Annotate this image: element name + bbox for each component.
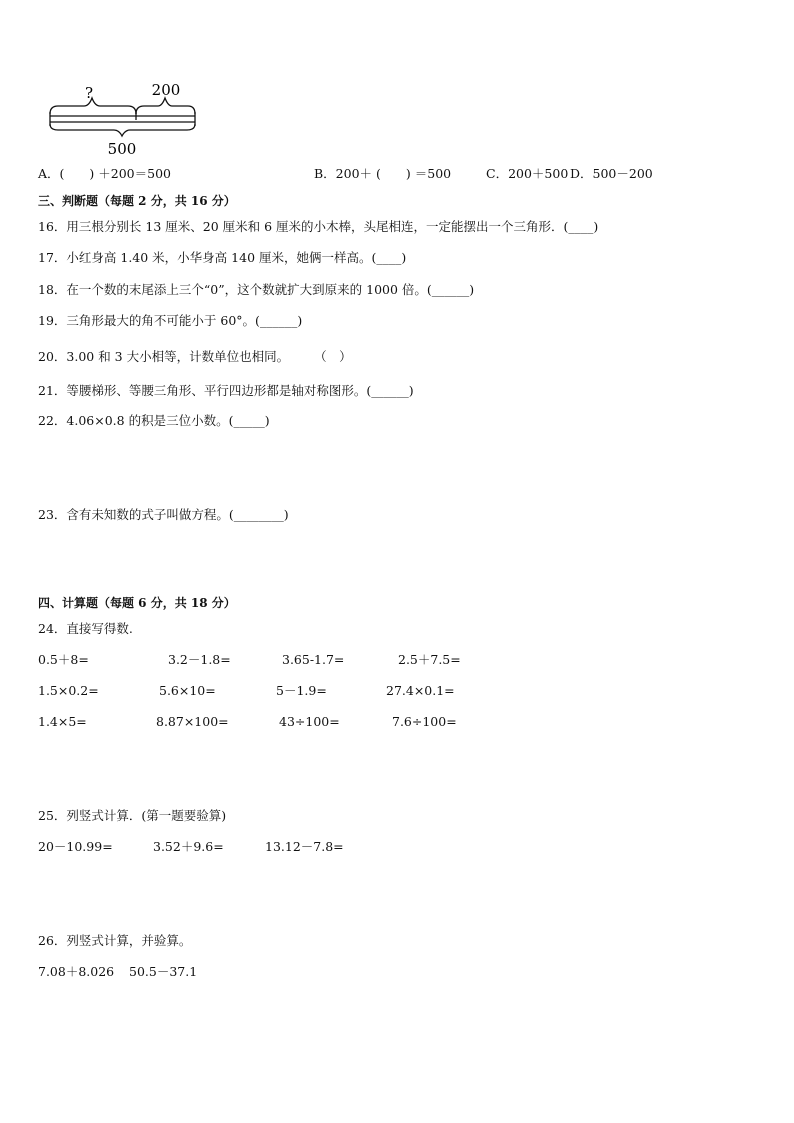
calc-cell: 2.5＋7.5= — [398, 652, 461, 667]
vertical-calc-item: 50.5－37.1 — [129, 964, 198, 979]
option-a: A．( ) ＋200＝500 — [38, 166, 171, 181]
calc-cell: 0.5＋8= — [38, 652, 89, 667]
calc-cell: 5－1.9= — [276, 683, 327, 698]
option-b: B．200＋ ( ) ＝500 — [314, 166, 452, 181]
bottom-brace — [50, 124, 195, 136]
section-4-heading: 四、计算题（每题 6 分，共 18 分） — [38, 596, 236, 610]
question-18: 18．在一个数的末尾添上三个“0”，这个数就扩大到原来的 1000 倍。(______) — [38, 282, 475, 297]
diagram-top-value: 200 — [151, 81, 181, 99]
calc-cell: 8.87×100= — [156, 714, 229, 729]
vertical-calc-item: 20－10.99= — [38, 839, 113, 854]
top-brace-right — [136, 98, 195, 114]
option-d: D．500－200 — [570, 166, 653, 181]
diagram-question-mark: ? — [84, 84, 94, 102]
vertical-calc-item: 13.12－7.8= — [265, 839, 344, 854]
calc-cell: 27.4×0.1= — [386, 683, 455, 698]
question-22: 22．4.06×0.8 的积是三位小数。(_____) — [38, 413, 270, 428]
calc-cell: 5.6×10= — [159, 683, 216, 698]
question-19: 19．三角形最大的角不可能小于 60°。(______) — [38, 313, 303, 328]
calc-cell: 1.4×5= — [38, 714, 87, 729]
option-c: C．200＋500 — [486, 166, 569, 181]
section-3-heading: 三、判断题（每题 2 分，共 16 分） — [38, 194, 236, 208]
calc-cell: 3.65-1.7= — [282, 652, 345, 667]
calc-cell: 1.5×0.2= — [38, 683, 99, 698]
vertical-calc-item: 3.52＋9.6= — [153, 839, 224, 854]
calc-cell: 43÷100= — [279, 714, 340, 729]
calc-cell: 3.2－1.8= — [168, 652, 231, 667]
calc-cell: 7.6÷100= — [392, 714, 457, 729]
question-17: 17．小红身高 1.40 米，小华身高 140 厘米，她俩一样高。(____) — [38, 250, 407, 265]
top-brace-left — [50, 98, 136, 114]
vertical-calc-item: 7.08＋8.026 — [38, 964, 115, 979]
question-26-title: 26．列竖式计算，并验算。 — [38, 933, 192, 948]
question-25-title: 25．列竖式计算．(第一题要验算) — [38, 808, 227, 823]
question-20: 20．3.00 和 3 大小相等，计数单位也相同。 （ ） — [38, 349, 352, 364]
question-16: 16．用三根分别长 13 厘米、20 厘米和 6 厘米的小木棒，头尾相连，一定能摆出一个三角形．(____) — [38, 219, 599, 234]
question-21: 21．等腰梯形、等腰三角形、平行四边形都是轴对称图形。(______) — [38, 383, 414, 398]
diagram-bottom-value: 500 — [107, 140, 137, 158]
segment-brace-diagram — [40, 76, 210, 158]
question-24-title: 24．直接写得数. — [38, 621, 133, 636]
question-23: 23．含有未知数的式子叫做方程。(________) — [38, 507, 289, 522]
